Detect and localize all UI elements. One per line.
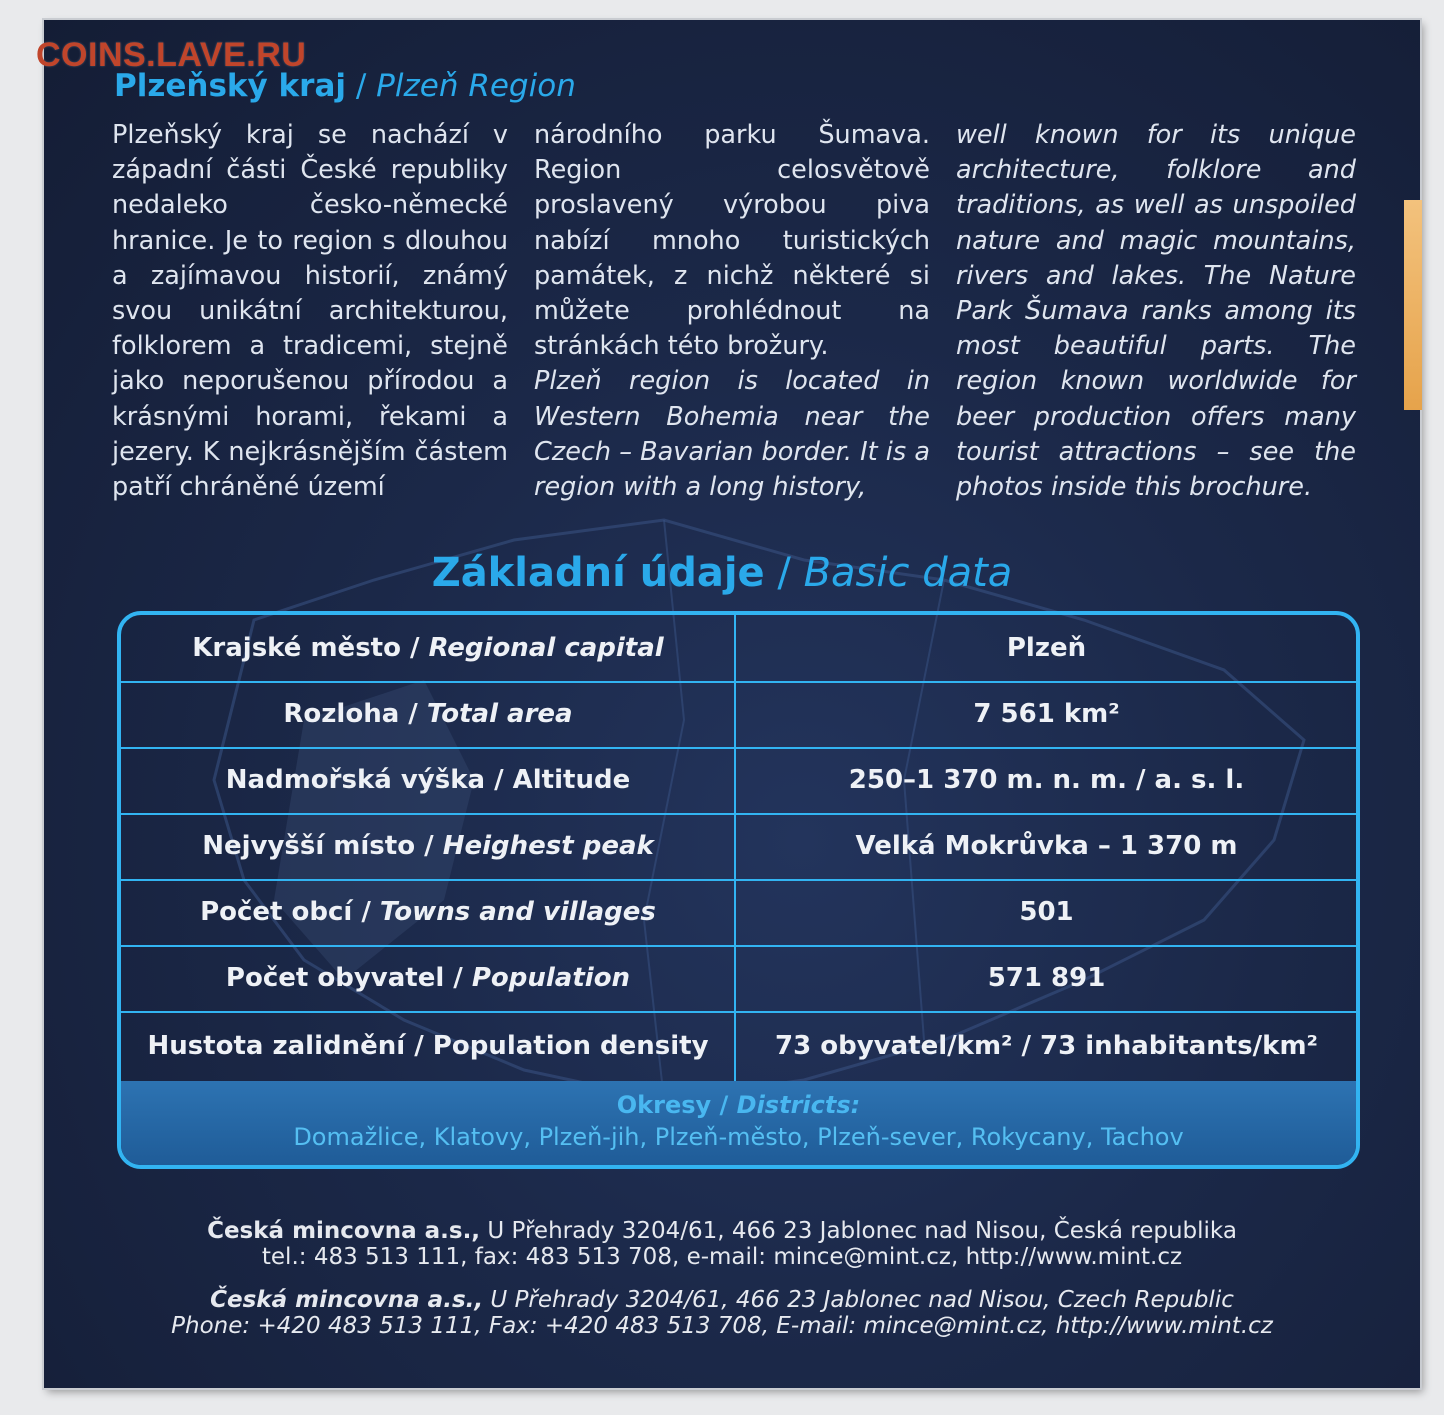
row-label (121, 1011, 735, 1081)
row-label-english: Heighest peak (442, 831, 654, 861)
table-row (121, 615, 1356, 683)
footer-czech-address-line (0, 1218, 1444, 1244)
row-label-czech: Počet obyvatel / (225, 963, 472, 993)
basic-data-table (117, 611, 1360, 1169)
intro-column-3 (956, 118, 1356, 505)
heading-czech: Plzeňský kraj (114, 68, 347, 104)
row-value: 250–1 370 m. n. m. / a. s. l. (848, 765, 1245, 795)
intro-column-1 (112, 118, 508, 505)
intro-text-cz-part1: Plzeňský kraj se nachází v západní části České republiky nedaleko česko-německé hranice. Je to region s dlouhou a zajímavou historií, známý svou unikátní architekturou, folklorem a tradicemi, stejně jako neporušenou přírodou a krásnými horami, řekami a jezery. K nejkrásnějším částem patří chráněné území (112, 120, 508, 503)
table-row (121, 681, 1356, 749)
footer-english-address-line (0, 1287, 1444, 1313)
row-label-english: Population (471, 963, 631, 993)
footer-czech-contact: tel.: 483 513 111, fax: 483 513 708, e-mail: mince@mint.cz, http://www.mint.cz (261, 1244, 1183, 1270)
region-heading (114, 68, 576, 104)
districts-label-english: Districts: (736, 1091, 861, 1119)
row-label (121, 879, 735, 945)
row-label (121, 945, 735, 1011)
districts-band (121, 1081, 1356, 1165)
intro-text-en-part2: well known for its unique architecture, folklore and traditions, as well as unspoiled nature and magic mountains, rivers and lakes. The Nature Park Šumava ranks among its most beautiful parts. The region known worldwide for beer production offers many tourist attractions – see the photos inside this brochure. (956, 120, 1356, 503)
column-divider (734, 615, 736, 1081)
footer-address: U Přehrady 3204/61, 466 23 Jablonec nad Nisou, Česká republika (480, 1218, 1237, 1244)
row-value: 7 561 km² (973, 699, 1120, 729)
row-value: 501 (1019, 897, 1074, 927)
row-label-czech: Krajské město / (192, 633, 429, 663)
orange-edge-strip (1404, 200, 1422, 410)
heading-separator: / (346, 68, 377, 104)
row-label (121, 747, 735, 813)
row-label (121, 615, 735, 681)
heading-english: Plzeň Region (376, 68, 576, 104)
table-row (121, 813, 1356, 881)
row-label (121, 681, 735, 747)
footer-company-name: Česká mincovna a.s., (207, 1218, 481, 1244)
row-label-czech: Nejvyšší místo / (202, 831, 443, 861)
basic-data-title-english: Basic data (803, 550, 1013, 596)
basic-data-title-czech: Základní údaje (431, 550, 765, 596)
row-label (121, 813, 735, 879)
footer-english-contact: Phone: +420 483 513 111, Fax: +420 483 513 708, E-mail: mince@mint.cz, http://www.mint.cz (171, 1313, 1273, 1339)
districts-label (121, 1091, 1356, 1119)
table-row (121, 879, 1356, 947)
basic-data-title-separator: / (764, 550, 804, 596)
table-row (121, 945, 1356, 1013)
districts-label-czech: Okresy / (616, 1091, 737, 1119)
row-value: Velká Mokrůvka – 1 370 m (855, 831, 1238, 861)
table-row (121, 747, 1356, 815)
row-label-english: Regional capital (428, 633, 664, 663)
row-value: Plzeň (1006, 633, 1087, 663)
row-label-czech: Počet obcí / (200, 897, 380, 927)
basic-data-title (0, 550, 1444, 596)
table-row (121, 1011, 1356, 1081)
row-value: 571 891 (987, 963, 1106, 993)
row-label-czech: Hustota zalidnění / Population density (147, 1031, 709, 1061)
intro-column-2 (534, 118, 930, 505)
footer-company-name: Česká mincovna a.s., (210, 1287, 484, 1313)
districts-list: Domažlice, Klatovy, Plzeň-jih, Plzeň-město, Plzeň-sever, Rokycany, Tachov (293, 1123, 1184, 1151)
watermark: COINS.LAVE.RU (36, 36, 307, 74)
footer-czech (0, 1218, 1444, 1270)
footer-english (0, 1287, 1444, 1339)
row-label-czech: Nadmořská výška / Altitude (225, 765, 631, 795)
row-value: 73 obyvatel/km² / 73 inhabitants/km² (775, 1031, 1318, 1061)
row-label-english: Towns and villages (379, 897, 656, 927)
row-label-english: Total area (426, 699, 573, 729)
intro-text-en-part1: Plzeň region is located in Western Bohemia near the Czech – Bavarian border. It is a region with a long history, (534, 366, 930, 503)
row-label-czech: Rozloha / (283, 699, 427, 729)
intro-text-cz-part2: národního parku Šumava. Region celosvětově proslavený výrobou piva nabízí mnoho turistických památek, z nichž některé si můžete prohlédnout na stránkách této brožury. (534, 120, 930, 362)
footer-address: U Přehrady 3204/61, 466 23 Jablonec nad Nisou, Czech Republic (483, 1287, 1234, 1313)
